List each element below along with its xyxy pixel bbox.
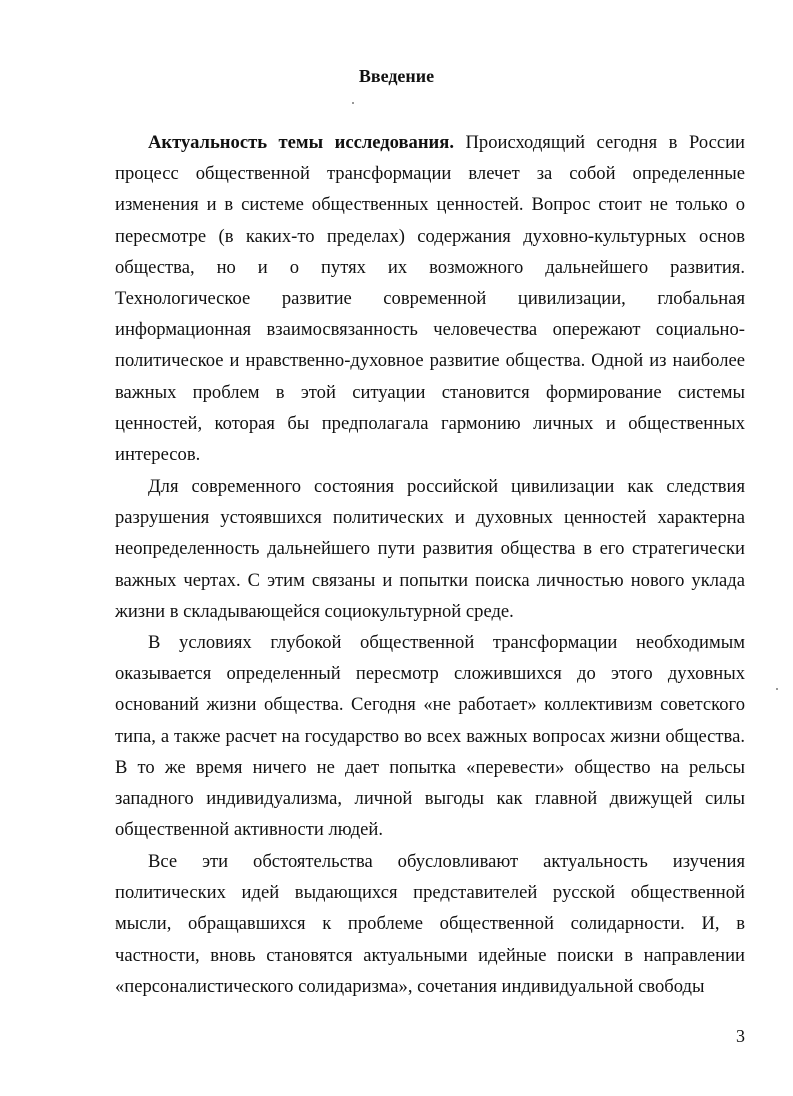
page-number: 3 bbox=[736, 1026, 745, 1046]
paragraph-text: Происходящий сегодня в России процесс общественной трансформации влечет за собой определенные изменения и в системе общественных ценностей. Вопрос стоит не только о пересмотре (в каких-то пределах) содержания духовно-культурных основ общества, но и о путях их возможного дальнейшего развития. Технологическое развитие современной цивилизации, глобальная информационная взаимосвязанность человечества опережают социально-политическое и нравственно-духовное развитие общества. Одной из наиболее важных проблем в этой ситуации становится формирование системы ценностей, которая бы предполагала гармонию личных и общественных интересов. bbox=[115, 132, 745, 466]
scan-speck bbox=[352, 102, 354, 104]
paragraph-relevance bbox=[115, 127, 745, 470]
paragraph-circumstances bbox=[115, 846, 745, 1002]
paragraph-civilization bbox=[115, 471, 745, 627]
paragraph-text: В условиях глубокой общественной трансформации необходимым оказывается определенный пересмотр сложившихся до этого духовных оснований жизни общества. Сегодня «не работает» коллективизм советского типа, а также расчет на государство во всех важных вопросах жизни общества. В то же время ничего не дает попытка «перевести» общество на рельсы западного индивидуализма, личной выгоды как главной движущей силы общественной активности людей. bbox=[115, 632, 745, 841]
scan-speck bbox=[776, 688, 778, 690]
paragraph-text: Все эти обстоятельства обусловливают актуальность изучения политических идей выдающихся представителей русской общественной мысли, обращавшихся к проблеме общественной солидарности. И, в частности, вновь становятся актуальными идейные поиски в направлении «персоналистического солидаризма», сочетания индивидуальной свободы bbox=[115, 851, 745, 997]
section-heading: Введение bbox=[358, 66, 435, 86]
paragraph-lead: Актуальность темы исследования. bbox=[148, 132, 454, 153]
paragraph-transformation bbox=[115, 627, 745, 845]
paragraph-text: Для современного состояния российской цивилизации как следствия разрушения устоявшихся политических и духовных ценностей характерна неопределенность дальнейшего пути развития общества в его стратегически важных чертах. С этим связаны и попытки поиска личностью нового уклада жизни в складывающейся социокультурной среде. bbox=[115, 476, 745, 622]
